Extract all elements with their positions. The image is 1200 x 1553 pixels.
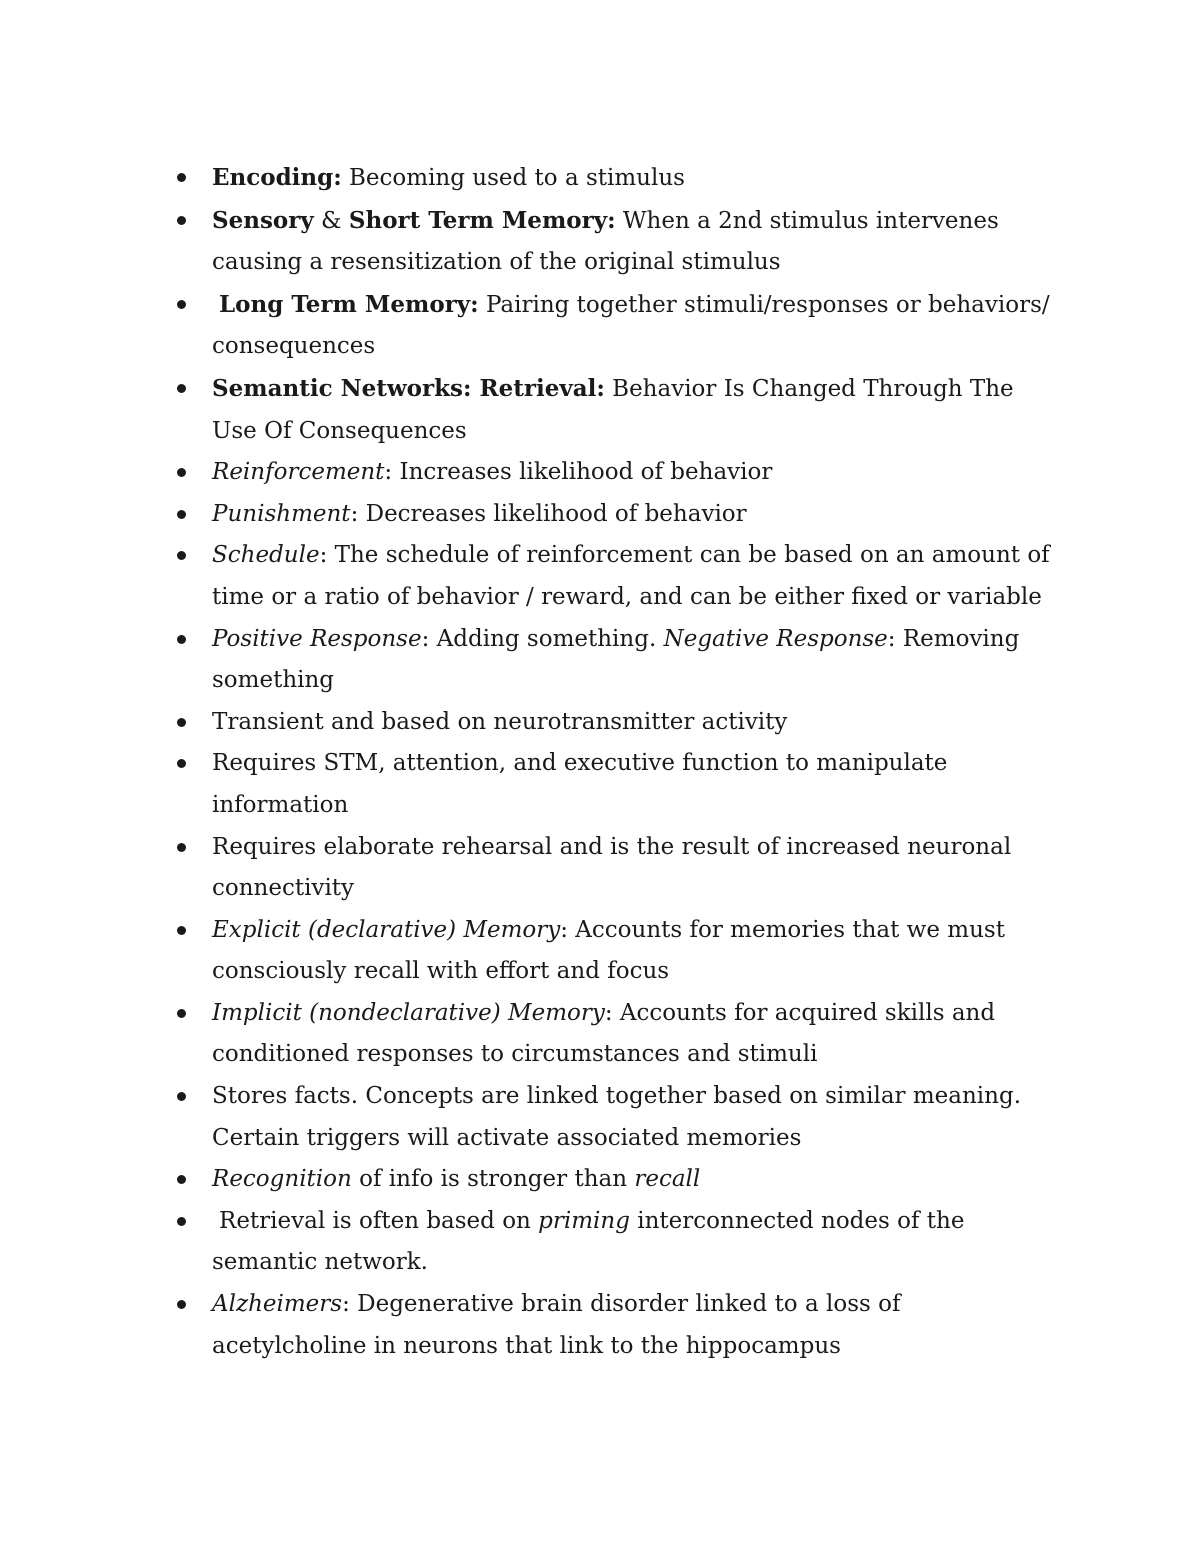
- term: Recognition: [212, 1166, 352, 1193]
- list-item-sensory-short-term-memory: [212, 200, 1052, 284]
- bullet-icon: [177, 384, 186, 393]
- bullet-icon: [177, 718, 186, 727]
- item-text: Requires elaborate rehearsal and is the result of increased neuronal connectivity: [212, 833, 1012, 902]
- connector-text: &: [313, 207, 349, 234]
- bullet-icon: [177, 216, 186, 225]
- term: Semantic Networks: Retrieval:: [212, 374, 605, 402]
- definition: : Degenerative brain disorder linked to a loss of acetylcholine in neurons that link to the hippocampus: [212, 1291, 901, 1359]
- term: Long Term Memory:: [219, 290, 479, 318]
- bullet-icon: [177, 300, 186, 309]
- term: Alzheimers: [212, 1291, 343, 1318]
- list-item-retrieval-priming: [212, 1201, 1052, 1284]
- item-text: Stores facts. Concepts are linked together based on similar meaning. Certain triggers will activate associated memories: [212, 1083, 1022, 1151]
- bullet-icon: [177, 173, 186, 182]
- list-item-stores-facts: [212, 1076, 1052, 1159]
- bullet-icon: [177, 635, 186, 644]
- bullet-icon: [177, 1009, 186, 1018]
- definition: : Increases likelihood of behavior: [384, 459, 773, 486]
- bullet-icon: [177, 1217, 186, 1226]
- term: Positive Response: [212, 625, 422, 652]
- definition: : Decreases likelihood of behavior: [350, 500, 747, 527]
- list-item-alzheimers: [212, 1284, 1052, 1367]
- list-item-positive-negative-response: [212, 619, 1052, 702]
- definition: : Removing something: [212, 625, 1020, 694]
- bullet-icon: [177, 510, 186, 519]
- bullet-icon: [177, 926, 186, 935]
- bullet-icon: [177, 551, 186, 560]
- bullet-icon: [177, 1092, 186, 1101]
- item-text: Transient and based on neurotransmitter activity: [212, 708, 788, 735]
- list-item-semantic-networks-retrieval: [212, 368, 1052, 452]
- term: Punishment: [212, 500, 351, 527]
- definition: : The schedule of reinforcement can be based on an amount of time or a ratio of behavior / reward, and can be either fixed or variable: [212, 542, 1050, 610]
- term: Encoding:: [212, 164, 342, 191]
- term: recall: [634, 1166, 701, 1193]
- list-item-punishment: [212, 494, 1052, 536]
- term: Sensory: [212, 206, 314, 234]
- list-item-elaborate-rehearsal: [212, 827, 1052, 910]
- term: Schedule: [212, 542, 320, 569]
- item-text: Retrieval is often based on: [219, 1207, 539, 1234]
- definition: When a 2nd stimulus intervenes causing a resensitization of the original stimulus: [212, 207, 999, 276]
- bullet-icon: [177, 1300, 186, 1309]
- list-item-recognition: [212, 1159, 1052, 1201]
- definition: : Adding something.: [421, 625, 664, 652]
- list-item-implicit-memory: [212, 993, 1052, 1076]
- list-item-schedule: [212, 535, 1052, 618]
- bullet-icon: [177, 759, 186, 768]
- list-item-transient: [212, 702, 1052, 744]
- term: priming: [538, 1207, 630, 1234]
- term: Short Term Memory:: [348, 206, 616, 234]
- term: Reinforcement: [212, 459, 385, 486]
- item-text: interconnected nodes of the semantic network.: [212, 1207, 965, 1276]
- item-text: Requires STM, attention, and executive function to manipulate information: [212, 750, 948, 818]
- term: Implicit (nondeclarative) Memory: [212, 999, 605, 1026]
- bullet-icon: [177, 1175, 186, 1184]
- definition: : Accounts for memories that we must consciously recall with effort and focus: [212, 916, 1005, 985]
- list-item-encoding: [212, 157, 1052, 200]
- item-text: of info is stronger than: [351, 1166, 635, 1193]
- list-item-long-term-memory: [212, 284, 1052, 368]
- term: Negative Response: [663, 625, 888, 652]
- definition: Pairing together stimuli/responses or behaviors/ consequences: [212, 291, 1050, 360]
- list-item-reinforcement: [212, 452, 1052, 494]
- list-item-requires-stm: [212, 743, 1052, 826]
- list-item-explicit-memory: [212, 910, 1052, 993]
- bullet-icon: [177, 843, 186, 852]
- bullet-icon: [177, 468, 186, 477]
- definition: Behavior Is Changed Through The Use Of Consequences: [212, 375, 1014, 444]
- term: Explicit (declarative) Memory: [212, 916, 561, 943]
- notes-bullet-list: [212, 157, 1052, 1367]
- definition: : Accounts for acquired skills and conditioned responses to circumstances and stimuli: [212, 999, 996, 1068]
- definition: Becoming used to a stimulus: [341, 165, 685, 191]
